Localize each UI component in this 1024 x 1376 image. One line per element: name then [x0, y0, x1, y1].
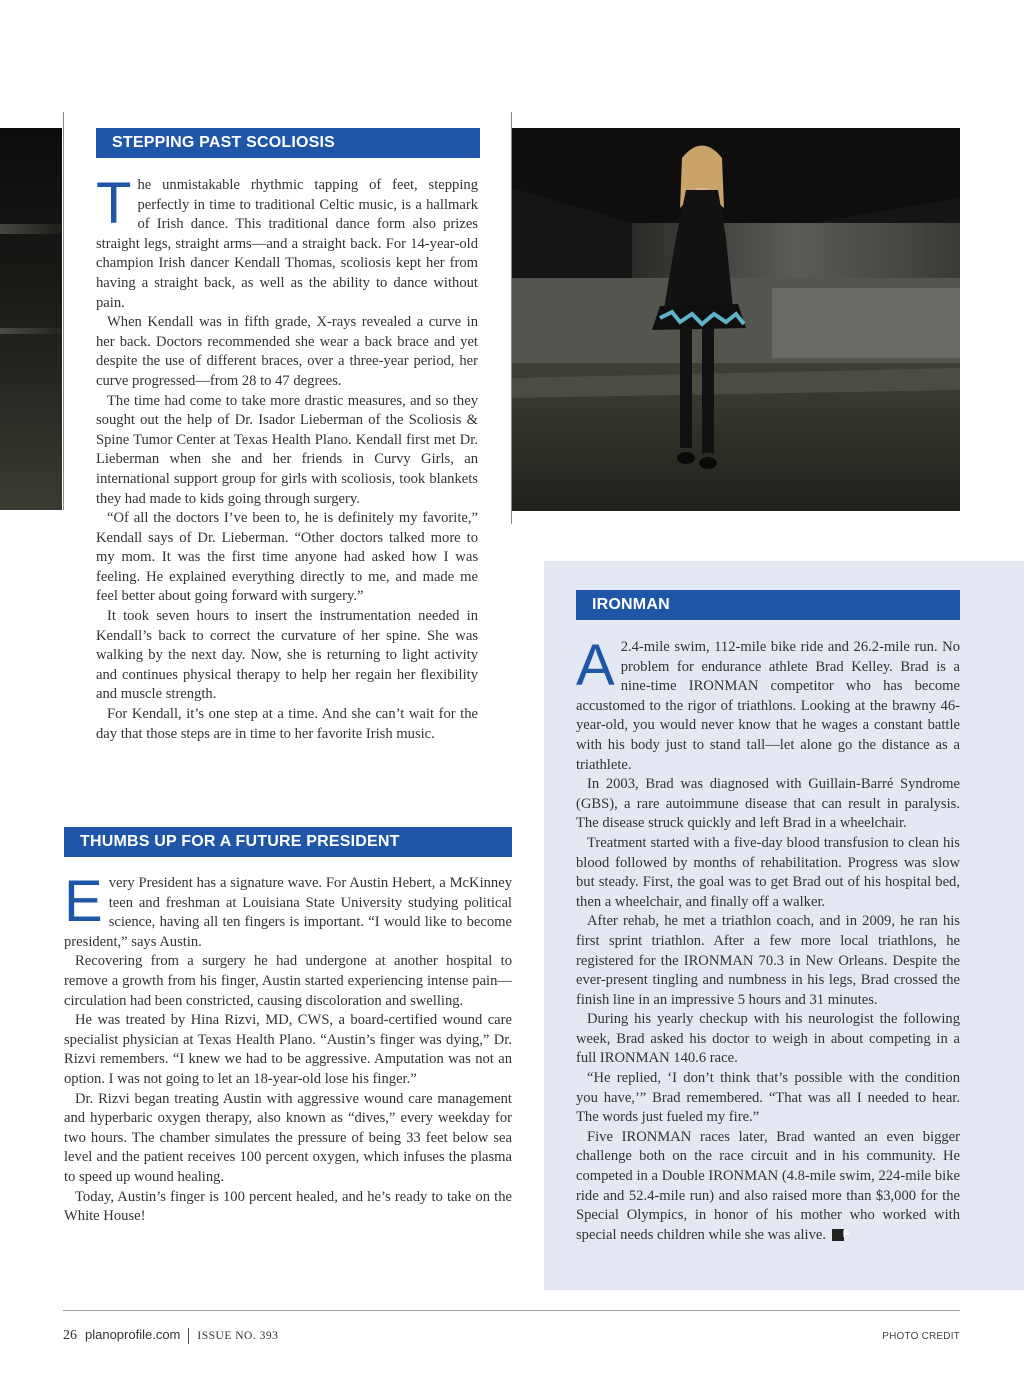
paragraph: 2.4-mile swim, 112-mile bike ride and 26.2-mile run. No problem for endurance athlete Brad Kelley. Brad is a nine-time IRONMAN competitor who has become accustomed to the rigor of triathlons. Looking at the brawny 46-year-old, you would never know that he wages a constant battle with his body just to stand tall—let alone go the distance as a triathlete.: [576, 639, 960, 773]
paragraph: For Kendall, it’s one step at a time. And she can’t wait for the day that those steps are in time to her favorite Irish music.: [96, 706, 478, 742]
dancer-illustration: [512, 128, 960, 511]
paragraph: After rehab, he met a triathlon coach, and in 2009, he ran his first sprint triathlon. After a few more local triathlons, he registered for the IRONMAN 70.3 in New Orleans. Despite the ever-present tingling and numbness in his legs, Brad crossed the finish line in an impressive 5 hours and 31 minutes.: [576, 913, 960, 1008]
article-scoliosis: [96, 171, 478, 744]
site-name: planoprofile.com: [85, 1327, 181, 1342]
paragraph: He was treated by Hina Rizvi, MD, CWS, a board-certified wound care specialist physician at Texas Health Plano. “Austin’s finger was dying,” Dr. Rizvi remembers. “I knew we had to be aggressive. Amputation was not an option. I was not going to let an 18-year-old lose his finger.”: [64, 1012, 512, 1087]
left-photo-strip: [0, 128, 62, 510]
strip-highlight: [0, 328, 62, 334]
folio-divider: [188, 1328, 189, 1344]
article-thumbs: [64, 869, 512, 1227]
end-mark-icon: P: [832, 1229, 844, 1241]
paragraph: It took seven hours to insert the instrumentation needed in Kendall’s back to correct the curvature of her spine. She was walking by the next day. Now, she is returning to light activity and continues physical therapy to help her regain her flexibility and muscle strength.: [96, 608, 478, 703]
page-number: 26: [63, 1328, 77, 1343]
paragraph: “He replied, ‘I don’t think that’s possible with the condition you have,’” Brad remembered. “That was all I needed to hear. The words just fueled my fire.”: [576, 1070, 960, 1126]
paragraph: very President has a signature wave. For Austin Hebert, a McKinney teen and freshman at Louisiana State University studying political science, having all ten fingers is important. “I would like to become president,” says Austin.: [64, 875, 512, 950]
strip-highlight: [0, 224, 62, 234]
column-rule-left: [63, 112, 64, 510]
paragraph: Five IRONMAN races later, Brad wanted an even bigger challenge both on the race circuit and in his community. He competed in a Double IRONMAN (4.8-mile swim, 224-mile bike ride and 52.4-mile run) and also raised more than $3,000 for the Special Olympics, in honor of his mother who worked with special needs children while she was alive.: [576, 1128, 960, 1243]
paragraph: The time had come to take more drastic measures, and so they sought out the help of Dr. Isador Lieberman of the Scoliosis & Spine Tumor Center at Texas Health Plano. Kendall first met Dr. Lieberman when she and her friends in Curvy Girls, an international support group for girls with scoliosis, took blankets they had made to kids going through surgery.: [96, 392, 478, 507]
footer-folio: [63, 1327, 278, 1344]
drop-cap: T: [96, 171, 132, 236]
drop-cap: E: [64, 869, 103, 934]
article-ironman: [576, 633, 960, 1245]
paragraph: When Kendall was in fifth grade, X-rays revealed a curve in her back. Doctors recommended she wear a back brace and yet despite the use of different braces, over a three-year period, her curve progressed—from 28 to 47 degrees.: [96, 314, 478, 389]
photo-credit: PHOTO CREDIT: [882, 1331, 960, 1342]
paragraph: Dr. Rizvi began treating Austin with aggressive wound care management and hyperbaric oxygen therapy, also known as “dives,” every weekday for two hours. The chamber simulates the pressure of being 33 feet below sea level and the patient receives 100 percent oxygen, which infuses the plasma to speed up wound healing.: [64, 1090, 512, 1185]
paragraph: Treatment started with a five-day blood transfusion to clean his blood followed by months of rehabilitation. Progress was slow but steady. First, the goal was to get Brad out of his hospital bed, then a wheelchair, and finally off a walker.: [576, 834, 960, 910]
section-heading-scoliosis: STEPPING PAST SCOLIOSIS: [96, 128, 480, 158]
dancer-photo: [512, 128, 960, 511]
paragraph: During his yearly checkup with his neurologist the following week, Brad asked his doctor to weigh in about competing in a full IRONMAN 140.6 race.: [576, 1011, 960, 1067]
paragraph: he unmistakable rhythmic tapping of feet, stepping perfectly in time to traditional Celtic music, is a hallmark of Irish dance. This traditional dance form also prizes straight legs, straight arms—and a straight back. For 14-year-old champion Irish dancer Kendall Thomas, scoliosis kept her from having a straight back, as well as the ability to dance without pain.: [96, 177, 478, 311]
section-heading-thumbs: THUMBS UP FOR A FUTURE PRESIDENT: [64, 827, 512, 857]
issue-number: ISSUE NO. 393: [197, 1330, 279, 1342]
paragraph: Today, Austin’s finger is 100 percent healed, and he’s ready to take on the White House!: [64, 1188, 512, 1225]
drop-cap: A: [576, 633, 615, 698]
section-heading-ironman: IRONMAN: [576, 590, 960, 620]
paragraph: “Of all the doctors I’ve been to, he is definitely my favorite,” Kendall says of Dr. Lieberman. “Other doctors talked more to my mom. It was the first time anyone had asked how I was feeling. He explained everything directly to me, and made me feel better about going forward with surgery.”: [96, 510, 478, 605]
paragraph: Recovering from a surgery he had undergone at another hospital to remove a growth from his finger, Austin started experiencing intense pain—circulation had been constricted, causing discoloration and swelling.: [64, 953, 512, 1009]
paragraph: In 2003, Brad was diagnosed with Guillain-Barré Syndrome (GBS), a rare autoimmune disease that can result in paralysis. The disease struck quickly and left Brad in a wheelchair.: [576, 776, 960, 832]
footer-rule: [63, 1310, 960, 1311]
